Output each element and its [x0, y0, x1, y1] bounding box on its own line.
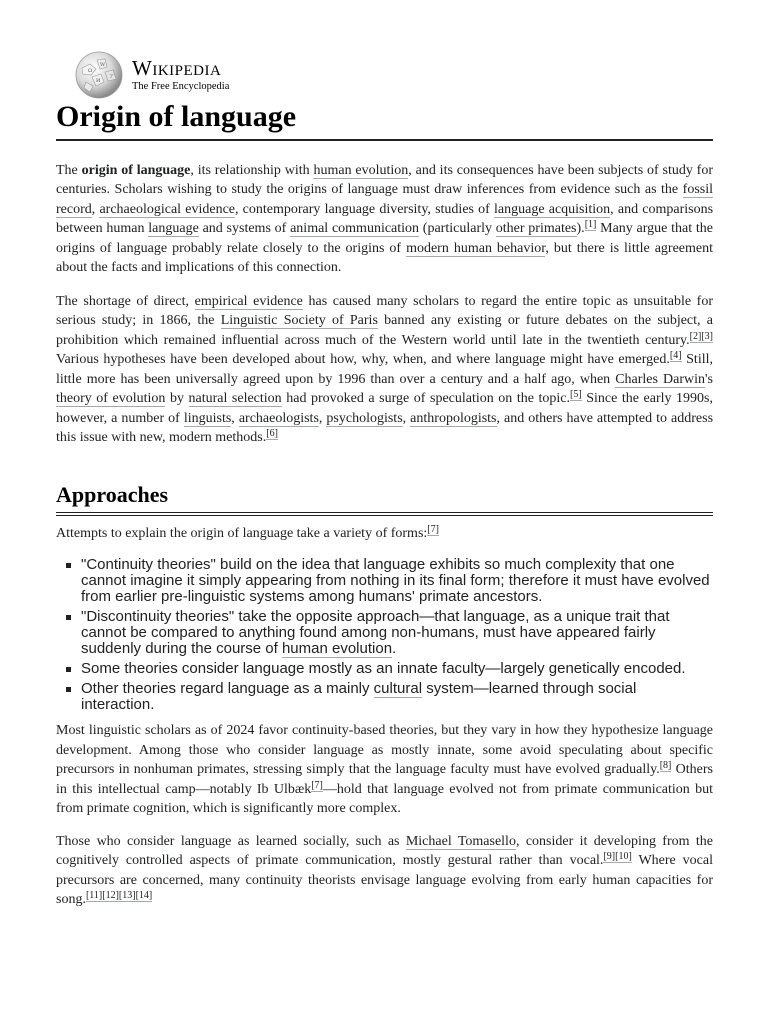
link-language[interactable]: language — [148, 221, 199, 236]
citation-ref[interactable]: [2] — [689, 330, 702, 342]
citation-ref[interactable]: [4] — [669, 350, 682, 361]
link-michael-tomasello[interactable]: Michael Tomasello — [405, 833, 516, 849]
citation-ref[interactable]: [14] — [135, 890, 153, 902]
link-linguistic-society-of-paris[interactable]: Linguistic Society of Paris — [220, 313, 378, 328]
approaches-paragraph-1: Most linguistic scholars as of 2024 favor continuity-based theories, but they vary in how they hypothesize language development. Among those who consider language as mostly innate, some avoid speculating about specific precursors in nonhuman primates, stressing simply that the language faculty must have evolved gradually.[8] Others in this intellectual camp—notably Ib Ulbæk[7]—hold that language evolved not from primate communication but from primate cognition, which is significantly more complex. — [56, 723, 714, 817]
intro-paragraph-2: The shortage of direct, empirical evidence has caused many scholars to regard the entire topic as unsuitable for serious study; in 1866, the Linguistic Society of Paris banned any existing or future debates on the subject, a prohibition which remained influential across much of the Western world until late in the twentieth century.[2][3] Various hypotheses have been developed about how, why, when, and where language might have emerged.[4] Still, little more has been universally agreed upon by 1996 than over a century and a half ago, when Charles Darwin's theory of evolution by natural selection had provoked a surge of speculation on the topic.[5] Since the early 1990s, however, a number of linguists, archaeologists, psychologists, anthropologists, and others have attempted to address this issue with new, modern methods.[6] — [56, 293, 714, 445]
citation-ref[interactable]: [11] — [85, 890, 103, 902]
svg-text:Ω: Ω — [88, 68, 93, 74]
link-animal-communication[interactable]: animal communication — [290, 221, 420, 236]
citation-ref[interactable]: [5] — [570, 389, 582, 400]
link-natural-selection[interactable]: natural selection — [188, 391, 282, 406]
citation-ref[interactable]: [7] — [311, 779, 323, 791]
approaches-intro: Attempts to explain the origin of language take a variety of forms:[7] — [56, 523, 439, 541]
citation-ref[interactable]: [7] — [427, 523, 439, 535]
link-modern-human-behavior[interactable]: modern human behavior — [406, 240, 546, 256]
list-item: Other theories regard language as a mainly cultural system—learned through social interaction. — [81, 681, 713, 713]
link-theory-of-evolution[interactable]: theory of evolution — [56, 391, 166, 406]
page-title: Origin of language — [56, 100, 713, 141]
citation-ref[interactable]: [9] — [603, 851, 616, 863]
link-archaeologists[interactable]: archaeologists — [238, 410, 319, 426]
wikipedia-globe-icon — [74, 50, 124, 100]
citation-ref[interactable]: [8] — [659, 760, 672, 772]
wikipedia-logo[interactable] — [74, 50, 713, 100]
link-anthropologists[interactable]: anthropologists — [410, 410, 497, 426]
citation-ref[interactable]: [6] — [266, 428, 278, 439]
link-human-evolution[interactable]: human evolution — [313, 162, 409, 178]
intro-paragraph-1: The origin of language, its relationship with human evolution, and its consequences have been subjects of study for centuries. Scholars wishing to study the origins of language must draw inferences from evidence such as the fossil record, archaeological evidence, contemporary language diversity, studies of language acquisition, and comparisons between human language and systems of animal communication (particularly other primates).[1] Many argue that the origins of language probably relate closely to the origins of modern human behavior, but there is little agreement about the facts and implications of this connection. — [56, 162, 714, 275]
link-fossil-record[interactable]: fossil record — [56, 182, 713, 217]
link-human-evolution[interactable]: human evolution — [281, 640, 393, 658]
list-item: Some theories consider language mostly as an innate faculty—largely genetically encoded. — [81, 661, 713, 677]
link-language-acquisition[interactable]: language acquisition — [494, 201, 611, 217]
wordmark-tagline: The Free Encyclopedia — [132, 80, 230, 92]
link-other-primates[interactable]: other primates — [495, 221, 577, 236]
link-linguists[interactable]: linguists — [183, 410, 232, 426]
citation-ref[interactable]: [1] — [584, 219, 597, 230]
citation-ref[interactable]: [10] — [615, 851, 632, 863]
article — [56, 50, 713, 910]
approaches-list — [56, 557, 713, 713]
link-empirical-evidence[interactable]: empirical evidence — [194, 293, 303, 309]
bold-term: origin of language — [81, 162, 191, 178]
svg-text:ア: ア — [109, 74, 115, 80]
approaches-paragraph-2: Those who consider language as learned socially, such as Michael Tomasello, consider it developing from the cognitively controlled aspects of primate communication, mostly gestural rather than vocal.[9][10] Where vocal precursors are concerned, many continuity theorists envisage language evolving from early human capacities for song.[11][12][13][14] — [56, 833, 713, 908]
svg-text:И: И — [96, 78, 101, 84]
link-psychologists[interactable]: psychologists — [326, 410, 403, 426]
link-archaeological-evidence[interactable]: archaeological evidence — [99, 201, 235, 217]
citation-ref[interactable]: [3] — [701, 330, 713, 342]
link-cultural[interactable]: cultural — [373, 680, 423, 698]
section-heading: Approaches — [56, 482, 713, 516]
wordmark-name: Wikipedia — [132, 55, 222, 80]
svg-text:W: W — [100, 62, 106, 68]
section-approaches — [56, 482, 713, 910]
list-item: "Discontinuity theories" take the opposite approach—that language, as a unique trait that cannot be compared to anything found among non-humans, must have appeared fairly suddenly during the course of human evolution. — [81, 609, 713, 657]
citation-ref[interactable]: [12] — [102, 890, 119, 902]
link-charles-darwin[interactable]: Charles Darwin — [615, 371, 705, 387]
citation-ref[interactable]: [13] — [118, 890, 136, 902]
list-item: "Continuity theories" build on the idea that language exhibits so much complexity that one cannot imagine it simply appearing from nothing in its final form; therefore it must have evolved from earlier pre-linguistic systems among humans' primate ancestors. — [81, 557, 713, 605]
